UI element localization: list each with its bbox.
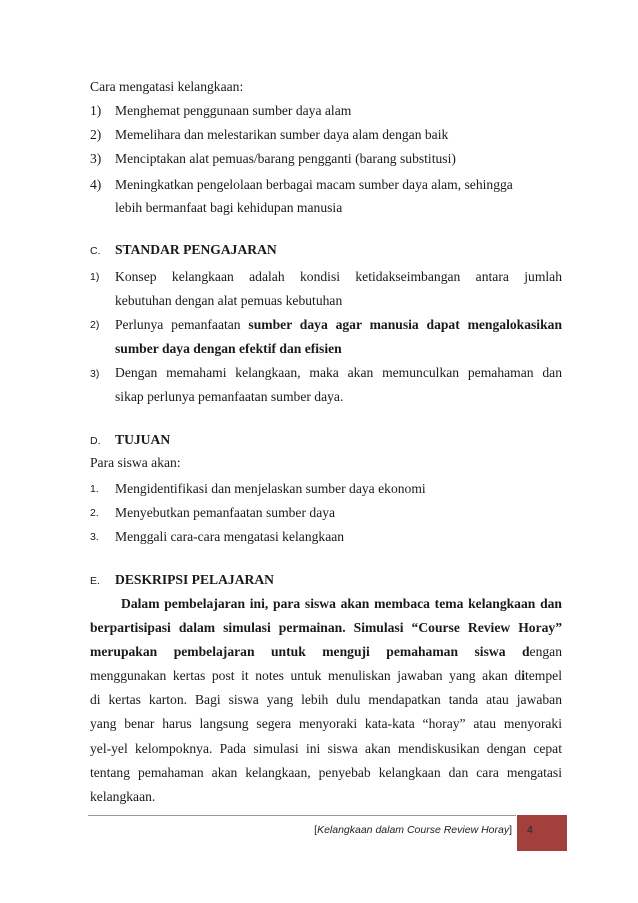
list-item: Konsep kelangkaan adalah kondisi ketidakseimbangan antara jumlah [115,269,562,284]
list-item [115,316,562,333]
list-number: 3. [90,531,99,543]
paragraph-line: berpartisipasi dalam simulasi permainan. Simulasi “Course Review Horay” [90,620,562,635]
paragraph-bold-text: i [521,668,525,683]
paragraph-line: yel-yel kelompoknya. Pada simulasi ini siswa akan mendiskusikan dengan cepat [90,741,562,756]
section-letter: D. [90,435,101,447]
list-number: 3) [90,151,102,166]
list-number: 1) [90,103,102,118]
paragraph-text: engan [529,644,562,659]
list-item-continuation: lebih bermanfaat bagi kehidupan manusia [115,200,343,215]
list-number: 3) [90,368,100,380]
section-letter: E. [90,575,100,587]
list-number: 1. [90,483,99,495]
footer-divider [88,815,516,816]
list-item: Mengidentifikasi dan menjelaskan sumber daya ekonomi [115,481,426,496]
footer-bracket-open: [ [314,824,318,836]
list-item-bold-text: sumber daya agar manusia dapat mengalokasikan [248,317,563,332]
page-number: 4 [527,824,533,836]
list-item: Memelihara dan melestarikan sumber daya alam dengan baik [115,127,449,142]
paragraph-line: tentang pemahaman akan kelangkaan, penyebab kelangkaan dan cara mengatasi [90,765,562,780]
list-number: 4) [90,177,102,192]
paragraph-bold-text: merupakan pembelajaran untuk menguji pemahaman siswa d [90,644,530,659]
list-item: Dengan memahami kelangkaan, maka akan memunculkan pemahaman dan [115,365,562,380]
intro-heading: Cara mengatasi kelangkaan: [90,79,244,94]
list-item-continuation: kebutuhan dengan alat pemuas kebutuhan [115,293,343,308]
list-item: Menyebutkan pemanfaatan sumber daya [115,505,336,520]
list-item: Menciptakan alat pemuas/barang pengganti (barang substitusi) [115,151,456,166]
footer-title-text: Kelangkaan dalam Course Review Horay [317,824,510,836]
paragraph-text: tempel [525,668,562,683]
paragraph-line: Dalam pembelajaran ini, para siswa akan membaca tema kelangkaan dan [121,596,562,611]
list-item-continuation: sikap perlunya pemanfaatan sumber daya. [115,389,344,404]
list-item: Menggali cara-cara mengatasi kelangkaan [115,529,345,544]
paragraph-line: kelangkaan. [90,789,156,804]
paragraph-text: menggunakan kertas post it notes untuk menuliskan jawaban yang akan d [90,668,522,683]
footer-title [300,823,512,837]
paragraph-line: di kertas karton. Bagi siswa yang lebih dulu mendapatkan tanda atau jawaban [90,692,562,707]
list-item-continuation: sumber daya dengan efektif dan efisien [115,341,342,356]
section-letter: C. [90,245,101,257]
list-item-text: Perlunya pemanfaatan [115,317,249,332]
list-number: 2) [90,127,102,142]
section-lead: Para siswa akan: [90,455,181,470]
list-number: 1) [90,271,100,283]
footer-bracket-close: ] [509,824,512,836]
list-item: Menghemat penggunaan sumber daya alam [115,103,352,118]
paragraph-line [90,667,562,684]
list-item: Meningkatkan pengelolaan berbagai macam sumber daya alam, sehingga [115,177,513,192]
list-number: 2) [90,319,100,331]
paragraph-line [90,643,562,660]
section-title: DESKRIPSI PELAJARAN [115,572,274,587]
page-number-box [517,815,567,851]
paragraph-line: yang benar harus langsung segera menyoraki kata-kata “horay” atau menyoraki [90,716,562,731]
section-title: STANDAR PENGAJARAN [115,242,277,257]
list-number: 2. [90,507,99,519]
section-title: TUJUAN [115,432,171,447]
